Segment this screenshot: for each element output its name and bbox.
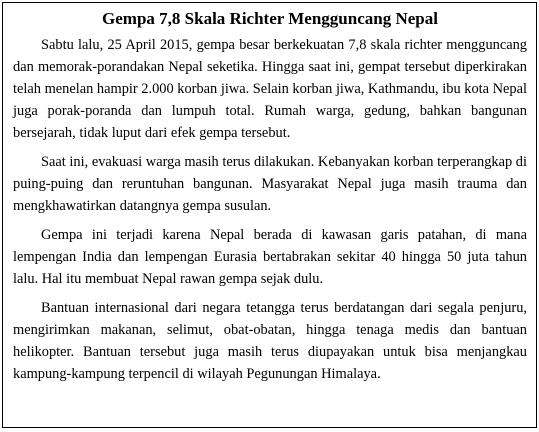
paragraph-4: Bantuan internasional dari negara tetangga terus berdatangan dari segala penjuru, mengirimkan makanan, selimut, obat-obatan, hingga tenaga medis dan bantuan helikopter. Bantuan tersebut juga masih terus diupayakan untuk bisa menjangkau kampung-kampung terpencil di wilayah Pegunungan Himalaya. bbox=[13, 300, 527, 382]
paragraph-1: Sabtu lalu, 25 April 2015, gempa besar berkekuatan 7,8 skala richter mengguncang dan memorak-porandakan Nepal seketika. Hingga saat ini, gempat tersebut diperkirakan telah menelan hampir 2.000 korban jiwa. Selain korban jiwa, Kathmandu, ibu kota Nepal juga porak-poranda dan lumpuh total. Rumah warga, gedung, bahkan bangunan bersejarah, tidak luput dari efek gempa tersebut. bbox=[13, 37, 527, 141]
paragraph-2: Saat ini, evakuasi warga masih terus dilakukan. Kebanyakan korban terperangkap di puing-puing dan reruntuhan bangunan. Masyarakat Nepal juga masih trauma dan mengkhawatirkan datangnya gempa susulan. bbox=[13, 154, 527, 214]
article-box bbox=[2, 2, 537, 428]
article-title: Gempa 7,8 Skala Richter Mengguncang Nepal bbox=[102, 9, 438, 28]
paragraph-3: Gempa ini terjadi karena Nepal berada di kawasan garis patahan, di mana lempengan India dan lempengan Eurasia bertabrakan sekitar 40 hingga 50 juta tahun lalu. Hal itu membuat Nepal rawan gempa sejak dulu. bbox=[13, 227, 527, 287]
